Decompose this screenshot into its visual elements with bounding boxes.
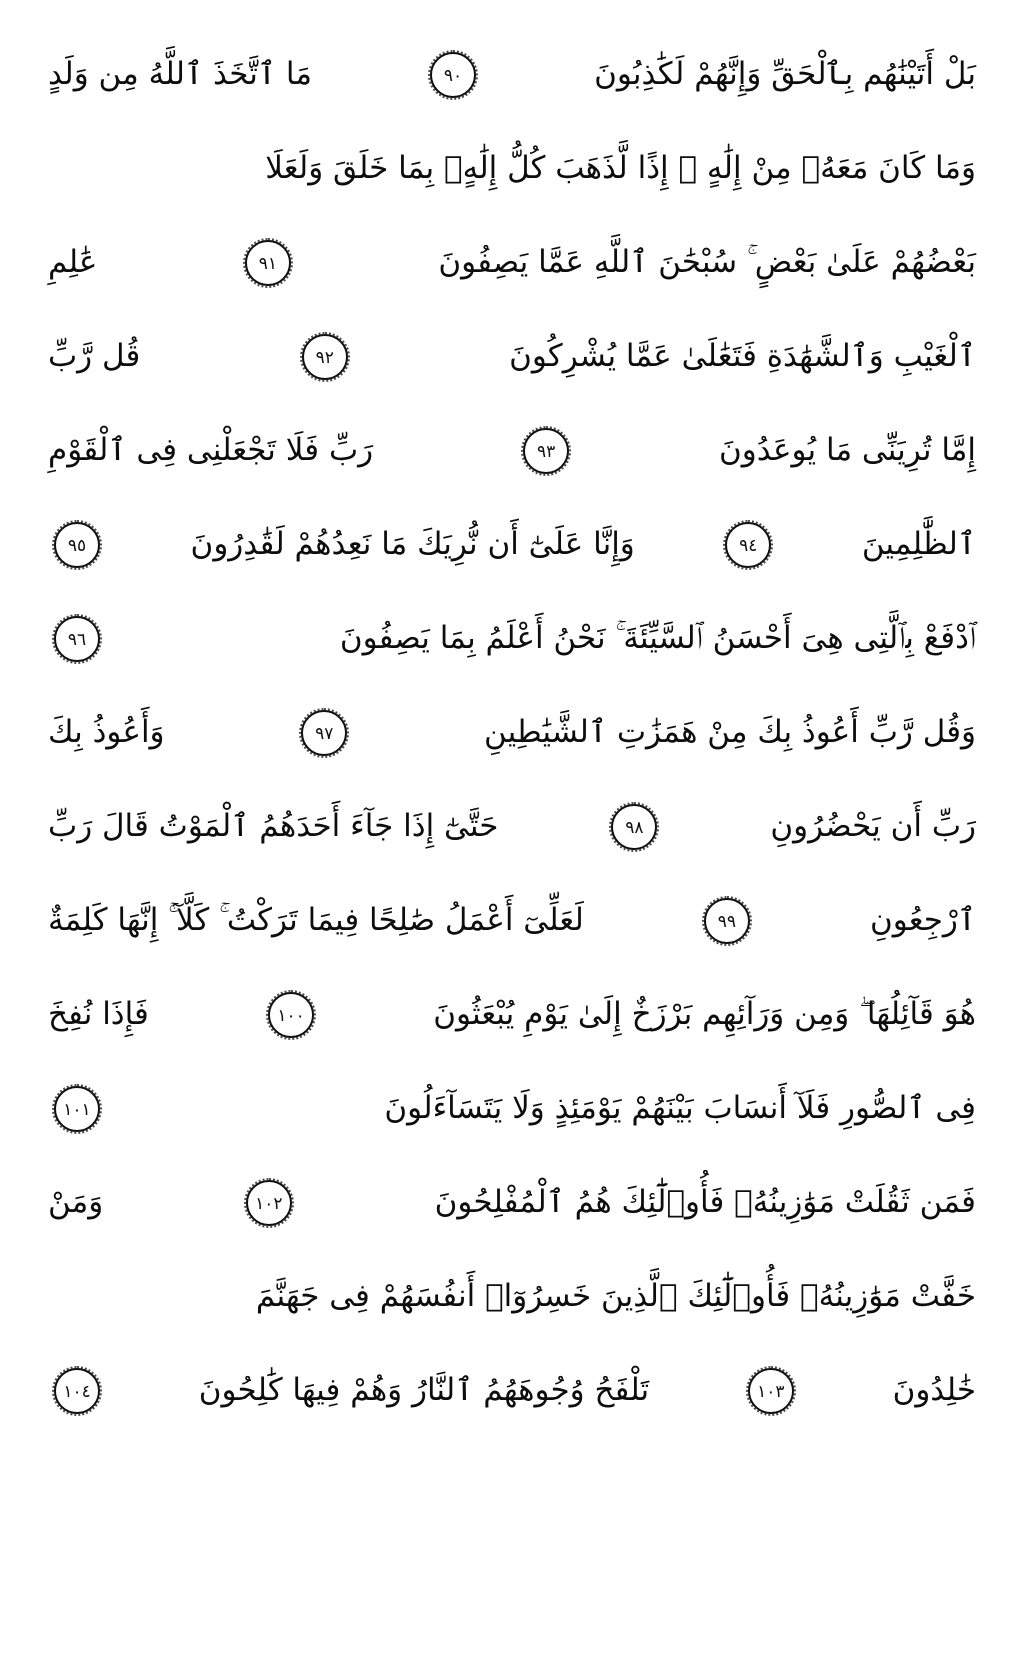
- quran-text-segment: خَٰلِدُونَ: [892, 1372, 976, 1409]
- ayah-number-marker[interactable]: [302, 334, 348, 380]
- quran-text-segment: ٱدْفَعْ بِٱلَّتِى هِىَ أَحْسَنُ ٱلسَّيِّئَةَ ۚ نَحْنُ أَعْلَمُ بِمَا يَصِفُونَ: [339, 620, 976, 657]
- quran-line: [48, 686, 976, 780]
- quran-line: [48, 780, 976, 874]
- ayah-number-label: ١٠٤: [63, 1381, 91, 1402]
- ayah-number-label: ١٠١: [63, 1099, 91, 1120]
- quran-text-segment: خَفَّتْ مَوَٰزِينُهُۥ فَأُو۟لَٰٓئِكَ ٱلَّذِينَ خَسِرُوٓا۟ أَنفُسَهُمْ فِى جَهَنَّمَ: [255, 1278, 976, 1315]
- quran-text-segment: ٱلظَّٰلِمِينَ: [861, 526, 976, 563]
- ayah-number-label: ١٠٣: [757, 1381, 785, 1402]
- ayah-number-marker[interactable]: [54, 1368, 100, 1414]
- ayah-number-marker[interactable]: [246, 1180, 292, 1226]
- ayah-number-marker[interactable]: [748, 1368, 794, 1414]
- quran-text-segment: رَبِّ فَلَا تَجْعَلْنِى فِى ٱلْقَوْمِ: [48, 432, 374, 469]
- ayah-number-marker[interactable]: [430, 52, 476, 98]
- quran-text-segment: عَٰلِمِ: [48, 244, 98, 281]
- quran-line: [48, 1062, 976, 1156]
- quran-text-segment: وَمَا كَانَ مَعَهُۥ مِنْ إِلَٰهٍ ۚ إِذًا لَّذَهَبَ كُلُّ إِلَٰهٍۭ بِمَا خَلَقَ وَلَعَلَا: [265, 150, 976, 187]
- ayah-number-marker[interactable]: [725, 522, 771, 568]
- quran-line: [48, 592, 976, 686]
- quran-line: [48, 874, 976, 968]
- quran-text-segment: مَا ٱتَّخَذَ ٱللَّهُ مِن وَلَدٍ: [48, 56, 312, 93]
- quran-line: [48, 122, 976, 216]
- ayah-number-marker[interactable]: [54, 616, 100, 662]
- quran-text-segment: حَتَّىٰٓ إِذَا جَآءَ أَحَدَهُمُ ٱلْمَوْتُ قَالَ رَبِّ: [48, 808, 499, 845]
- ayah-number-label: ٩١: [258, 253, 277, 274]
- ayah-number-marker[interactable]: [611, 804, 657, 850]
- quran-text-segment: ٱرْجِعُونِ: [869, 902, 976, 939]
- quran-text-segment: لَعَلِّىٓ أَعْمَلُ صَٰلِحًا فِيمَا تَرَكْتُ ۚ كَلَّآ ۚ إِنَّهَا كَلِمَةٌ: [48, 902, 584, 939]
- ayah-number-label: ٩٥: [67, 535, 87, 556]
- ayah-number-label: ٩٣: [536, 441, 556, 462]
- ayah-number-label: ٩٨: [625, 817, 644, 838]
- quran-line: [48, 968, 976, 1062]
- quran-text-segment: ٱلْغَيْبِ وَٱلشَّهَٰدَةِ فَتَعَٰلَىٰ عَمَّا يُشْرِكُونَ: [509, 338, 976, 375]
- quran-line: [48, 310, 976, 404]
- quran-text-segment: وَأَعُوذُ بِكَ: [48, 714, 165, 751]
- ayah-number-label: ٩٢: [315, 347, 334, 368]
- quran-line: [48, 404, 976, 498]
- ayah-number-label: ٩٧: [315, 723, 334, 744]
- quran-text-segment: رَبِّ أَن يَحْضُرُونِ: [770, 808, 976, 845]
- quran-text-segment: فَإِذَا نُفِخَ: [48, 996, 149, 1033]
- quran-text-segment: قُل رَّبِّ: [48, 338, 141, 375]
- quran-text-segment: وَمَنْ: [48, 1184, 104, 1221]
- ayah-number-marker[interactable]: [704, 898, 750, 944]
- quran-text-segment: فَمَن ثَقُلَتْ مَوَٰزِينُهُۥ فَأُو۟لَٰٓئِكَ هُمُ ٱلْمُفْلِحُونَ: [434, 1184, 976, 1221]
- quran-line: [48, 1156, 976, 1250]
- quran-text-segment: بَعْضُهُمْ عَلَىٰ بَعْضٍ ۚ سُبْحَٰنَ ٱللَّهِ عَمَّا يَصِفُونَ: [438, 244, 976, 281]
- quran-text-segment: هُوَ قَآئِلُهَا ۖ وَمِن وَرَآئِهِم بَرْزَخٌ إِلَىٰ يَوْمِ يُبْعَثُونَ: [433, 996, 976, 1033]
- quran-text-segment: تَلْفَحُ وُجُوهَهُمُ ٱلنَّارُ وَهُمْ فِيهَا كَٰلِحُونَ: [198, 1372, 650, 1409]
- ayah-number-marker[interactable]: [523, 428, 569, 474]
- ayah-number-marker[interactable]: [54, 522, 100, 568]
- ayah-number-label: ٩٠: [443, 65, 463, 86]
- quran-line: [48, 28, 976, 122]
- ayah-number-label: ١٠٢: [255, 1193, 283, 1214]
- ayah-number-marker[interactable]: [268, 992, 314, 1038]
- quran-text-segment: بَلْ أَتَيْنَٰهُم بِٱلْحَقِّ وَإِنَّهُمْ لَكَٰذِبُونَ: [594, 56, 976, 93]
- quran-line: [48, 1344, 976, 1438]
- quran-text-segment: إِمَّا تُرِيَنِّى مَا يُوعَدُونَ: [719, 432, 976, 469]
- ayah-number-label: ٩٤: [739, 535, 758, 556]
- ayah-number-marker[interactable]: [301, 710, 347, 756]
- mushaf-text-body: [48, 28, 976, 1438]
- quran-text-segment: فِى ٱلصُّورِ فَلَآ أَنسَابَ بَيْنَهُمْ يَوْمَئِذٍ وَلَا يَتَسَآءَلُونَ: [384, 1090, 976, 1127]
- ayah-number-label: ٩٦: [67, 629, 87, 650]
- ayah-number-label: ١٠٠: [277, 1005, 305, 1026]
- quran-text-segment: وَقُل رَّبِّ أَعُوذُ بِكَ مِنْ هَمَزَٰتِ ٱلشَّيَٰطِينِ: [484, 714, 976, 751]
- quran-line: [48, 498, 976, 592]
- ayah-number-label: ٩٩: [717, 911, 737, 932]
- quran-line: [48, 216, 976, 310]
- quran-line: [48, 1250, 976, 1344]
- ayah-number-marker[interactable]: [54, 1086, 100, 1132]
- quran-text-segment: وَإِنَّا عَلَىٰٓ أَن نُّرِيَكَ مَا نَعِدُهُمْ لَقَٰدِرُونَ: [190, 526, 635, 563]
- ayah-number-marker[interactable]: [245, 240, 291, 286]
